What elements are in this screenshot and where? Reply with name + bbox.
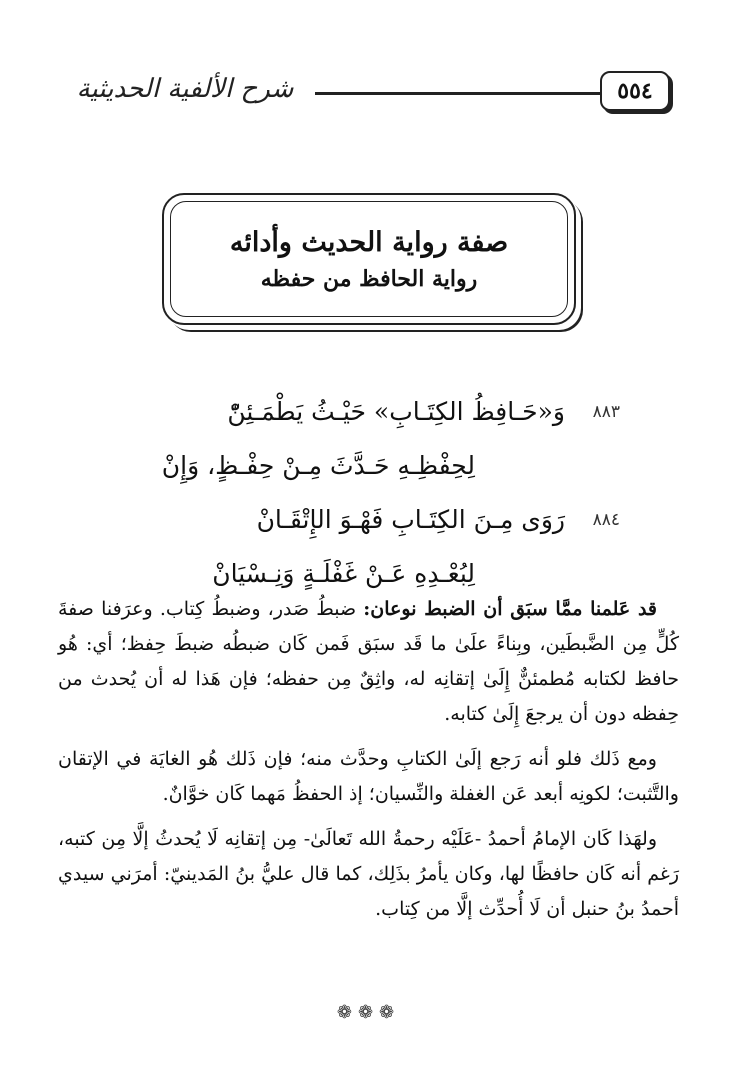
footer-ornament-icon: ❁❁❁: [336, 1002, 401, 1023]
chapter-heading-box: [162, 193, 576, 325]
paragraph: ومع ذَلك فلو أنه رَجع إلَىٰ الكتابِ وحدَّث منه؛ فإن ذَلك هُو الغايَة في الإتقان والتَّثبت؛ لكونِه أبعد عَن الغفلة والنِّسيان؛ إذ الحفظُ مَهما كَان خوَّانٌ.: [58, 748, 679, 805]
header-rule: [315, 92, 645, 95]
paragraph-lead: قد عَلمنا ممَّا سبَق أن الضبط نوعان:: [363, 598, 657, 620]
commentary-text: [58, 592, 679, 937]
paragraph: ولهَذا كَان الإمامُ أحمدُ -عَلَيْه رحمةُ الله تَعالَىٰ- مِن إتقانِه لَا يُحدثُ إلَّا مِن كتبه، رَغم أنه كَان حافظًا لها، وكان يأمرُ بذَلِك، كما قال عليُّ بنُ المَدينيّ: أمرَني سيدي أحمدُ بنُ حنبل أن لَا أُحدِّث إلَّا من كِتاب.: [58, 828, 679, 920]
verse-line: [60, 493, 620, 547]
verse-line: [60, 439, 620, 493]
verse-number: ٨٨٣: [592, 402, 620, 422]
chapter-subtitle: رواية الحافظ من حفظه: [260, 265, 478, 292]
verse-number: ٨٨٤: [592, 510, 620, 530]
verse-first-hemistich: رَوَى مِـنَ الكِتَـابِ فَهْـوَ الإِتْقَـانْ: [256, 505, 565, 534]
running-title: شرح الألفية الحديثية: [76, 74, 294, 104]
paragraph-body: ضبطُ صَدر، وضبطُ كِتاب. وعرَفنا صفةَ كُلٍّ مِن الضَّبطَين، وبِناءً علَىٰ ما قَد سبَق فَمن كَان ضبطُه ضبطَ حِفظ؛ أي: هُو حافظ لكتابه مُطمئنٌّ إِلَىٰ إتقانِه له، واثِقٌ مِن حفظه؛ فإن هَذا له أن يُحدث من حِفظه دون أن يرجعَ إِلَىٰ كتابه.: [58, 598, 679, 725]
verse-second-hemistich: لِبُعْـدِهِ عَـنْ غَفْلَـةٍ وَنِـسْيَانْ: [212, 559, 475, 588]
verse-first-hemistich: وَ«حَـافِظُ الكِتَـابِ» حَيْـثُ يَطْمَـئِنّْ: [227, 397, 565, 426]
chapter-heading-inner: [170, 201, 568, 317]
page-number: ٥٥٤: [600, 71, 670, 111]
paragraph: [58, 592, 679, 732]
verse-second-hemistich: لِحِفْظِـهِ حَـدَّثَ مِـنْ حِفْـظٍ، وَإِنْ: [161, 451, 475, 480]
poem-verses: [60, 385, 620, 601]
page-header: [60, 68, 670, 118]
verse-line: [60, 385, 620, 439]
chapter-title: صفة رواية الحديث وأدائه: [229, 226, 509, 258]
